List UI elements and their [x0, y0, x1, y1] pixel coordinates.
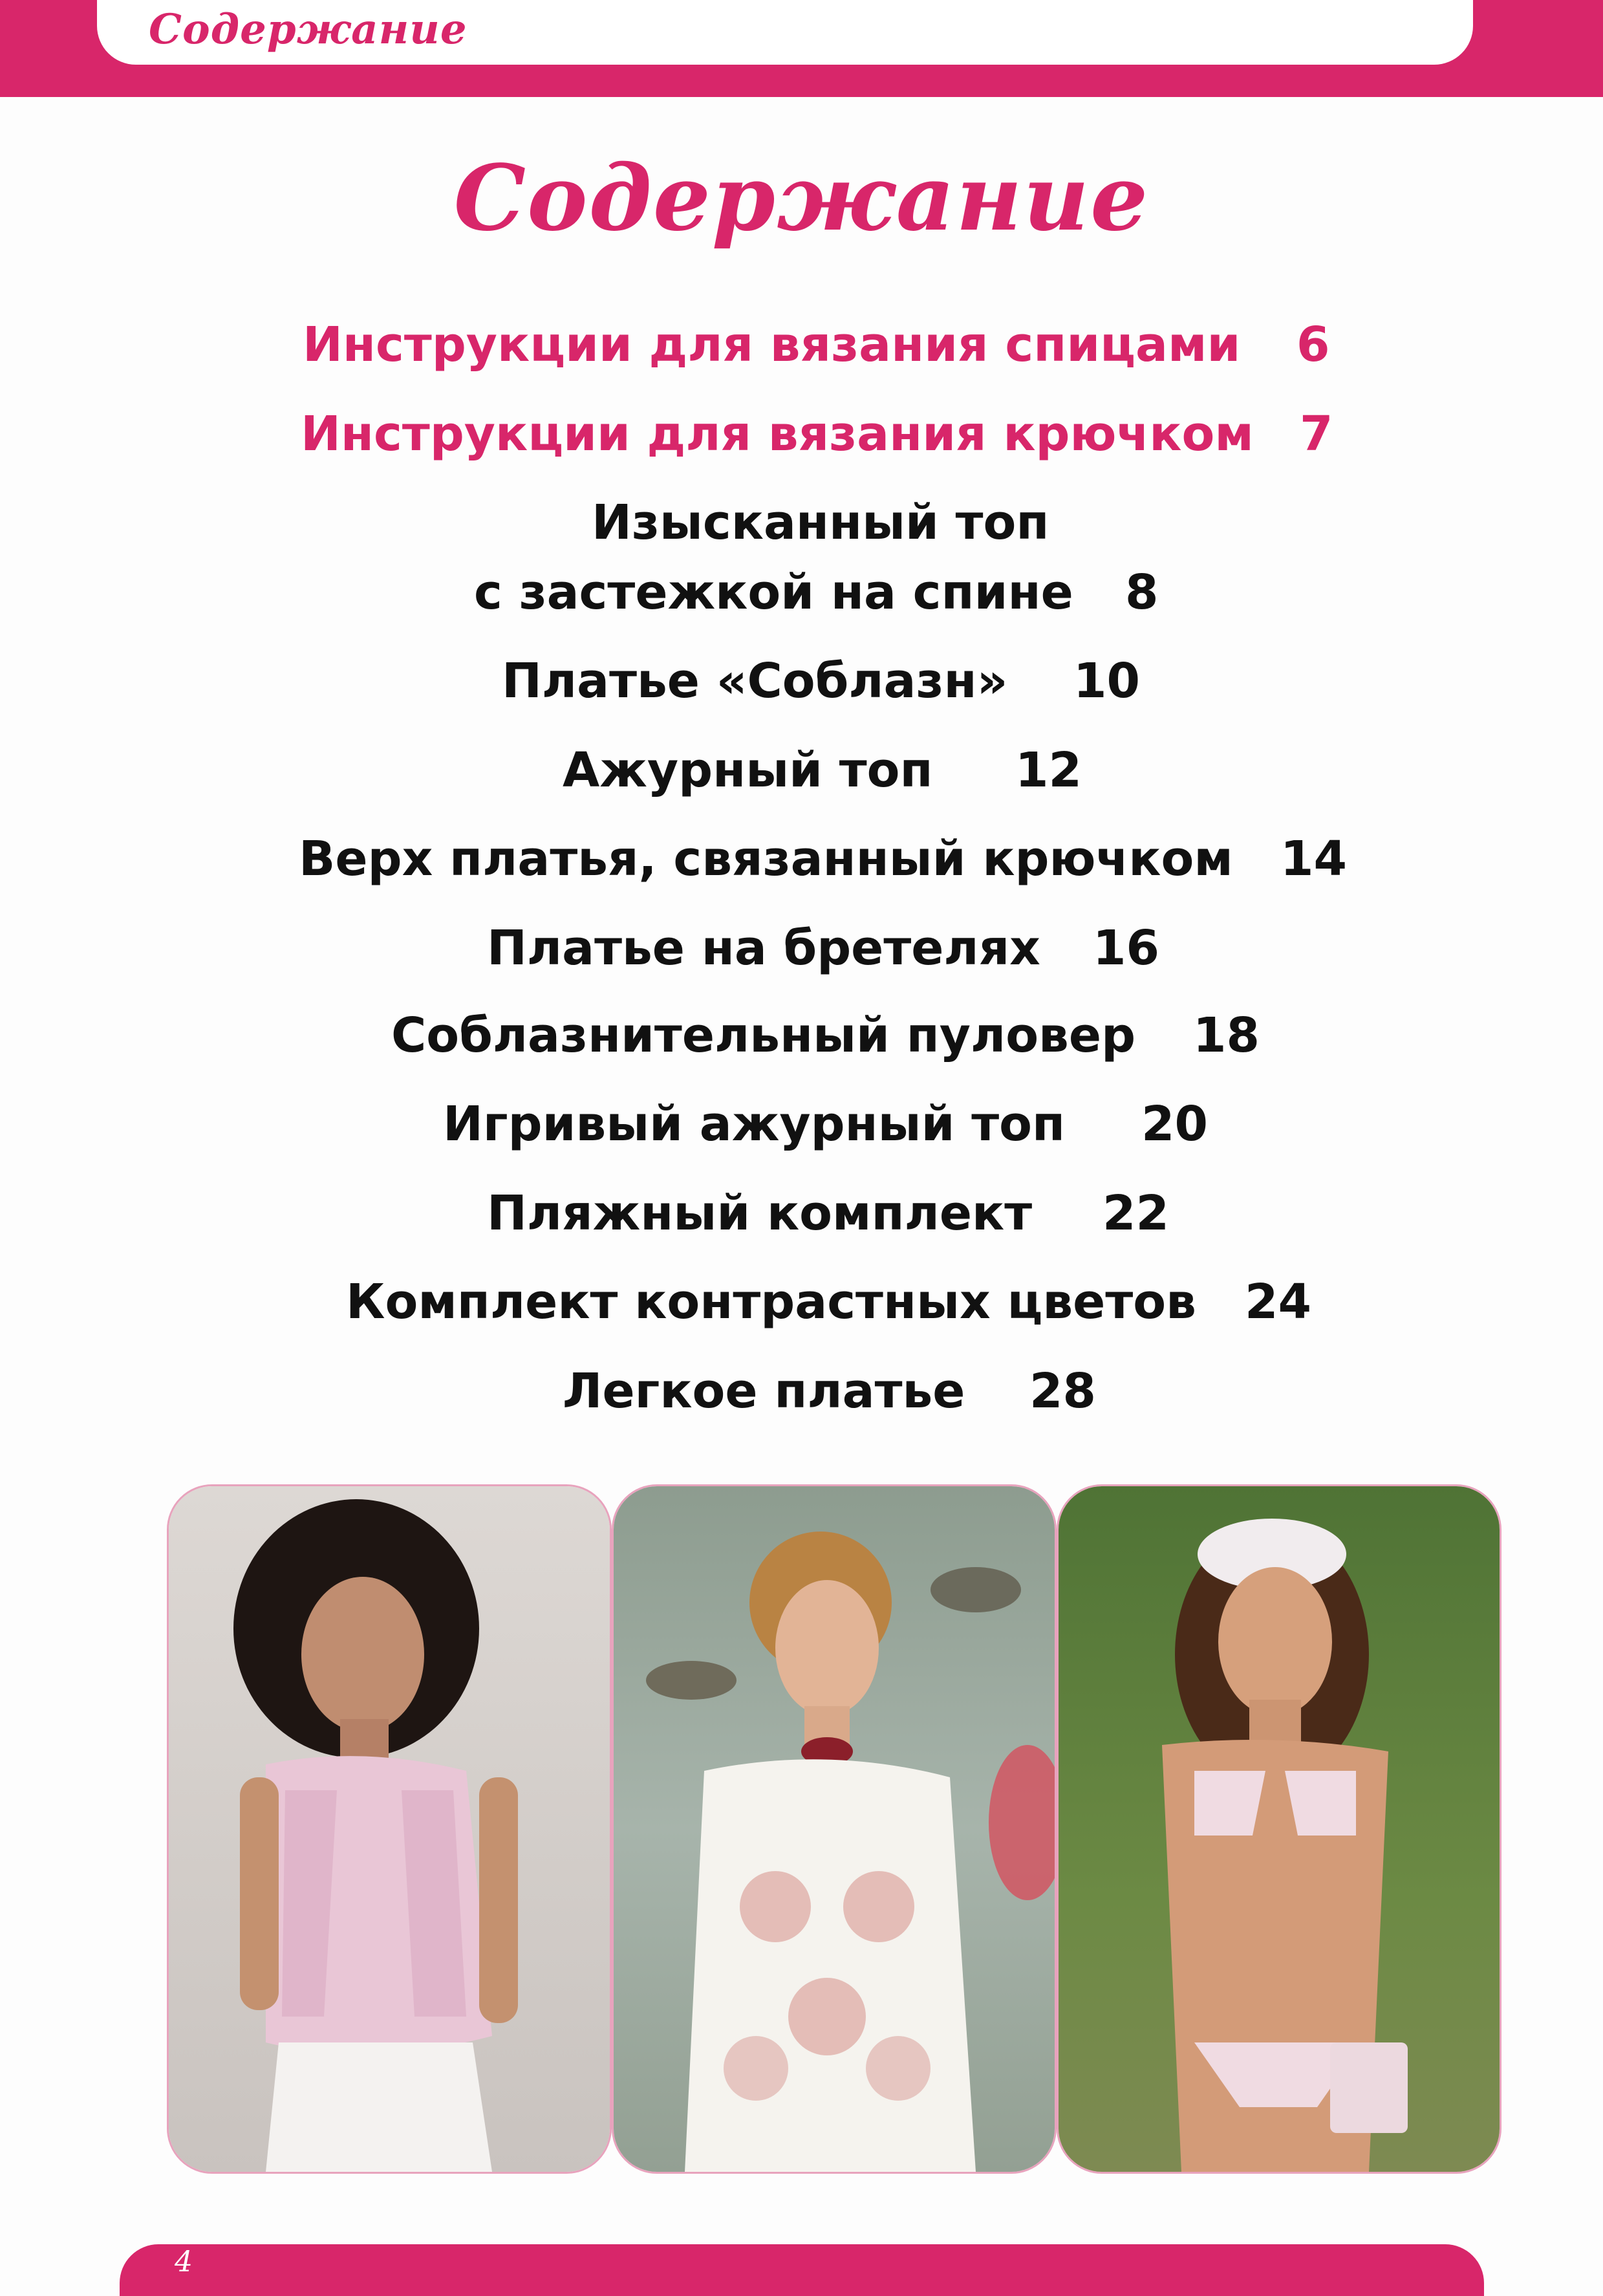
toc-entry-page: 7 [1300, 406, 1333, 462]
toc-entry-title: Платье «Соблазн» [502, 653, 1008, 709]
toc-entry-title: Соблазнительный пуловер [391, 1008, 1136, 1063]
toc-entry-page: 10 [1073, 653, 1140, 709]
toc-entry-title: с застежкой на спине [474, 565, 1073, 620]
toc-entry[interactable] [0, 565, 1603, 636]
photo-pink-lace-top [167, 1484, 612, 2174]
page-title: Содержание [453, 146, 1150, 252]
toc-entry[interactable] [0, 920, 1603, 991]
toc-entry-title: Верх платья, связанный крючком [299, 831, 1233, 887]
toc-entry[interactable] [0, 831, 1603, 902]
toc-entry[interactable] [0, 317, 1603, 388]
page-number: 4 [175, 2246, 193, 2279]
toc-entry-page: 18 [1193, 1008, 1260, 1063]
toc-entry[interactable] [0, 742, 1603, 814]
photo-white-lace-dress [612, 1484, 1057, 2174]
toc-entry[interactable] [0, 653, 1603, 724]
toc-entry[interactable] [0, 1363, 1603, 1435]
toc-entry-page: 22 [1103, 1186, 1169, 1241]
section-label: Содержание [149, 5, 468, 54]
footer-band [120, 2244, 1484, 2296]
toc-entry-title: Ажурный топ [563, 742, 933, 798]
toc-entry-page: 12 [1015, 742, 1082, 798]
toc-entry[interactable] [0, 1096, 1603, 1167]
toc-entry-page: 20 [1141, 1096, 1208, 1152]
toc-entry-title: Игривый ажурный топ [443, 1096, 1066, 1152]
toc-entry-page: 14 [1280, 831, 1347, 887]
toc-entry-page: 8 [1125, 565, 1159, 620]
toc-entry-title: Инструкции для вязания спицами [303, 317, 1241, 373]
toc-entry-page: 28 [1029, 1363, 1096, 1419]
toc-entry-title: Инструкции для вязания крючком [301, 406, 1254, 462]
toc-entry-title: Легкое платье [563, 1363, 965, 1419]
toc-entry-page: 6 [1296, 317, 1330, 373]
photo-crochet-bikini [1057, 1484, 1501, 2174]
toc-entry[interactable] [0, 1008, 1603, 1079]
toc-entry-title: Платье на бретелях [487, 920, 1040, 976]
toc-entry[interactable] [0, 1274, 1603, 1345]
toc-entry[interactable] [0, 1186, 1603, 1257]
toc-entry-page: 16 [1093, 920, 1159, 976]
toc-entry-title: Изысканный топ [592, 495, 1049, 550]
toc-entry[interactable] [0, 495, 1603, 566]
toc-entry-title: Пляжный комплект [487, 1186, 1033, 1241]
toc-entry-page: 24 [1245, 1274, 1311, 1330]
photo-strip [167, 1484, 1498, 2170]
toc-entry[interactable] [0, 406, 1603, 477]
toc-entry-title: Комплект контрастных цветов [346, 1274, 1196, 1330]
